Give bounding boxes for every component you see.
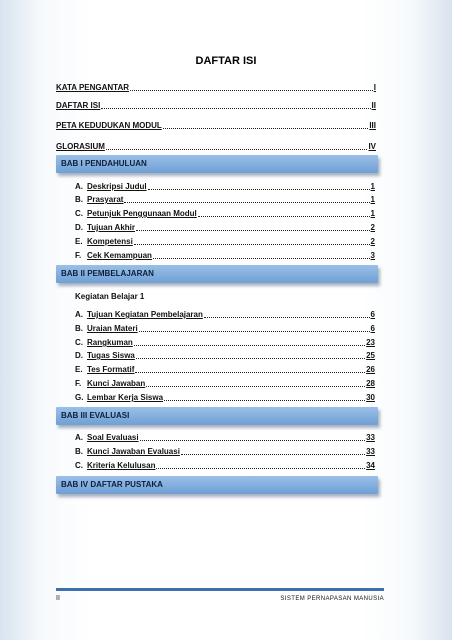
toc-row-prasyarat[interactable] <box>75 195 375 205</box>
toc-page: 2 <box>370 223 375 232</box>
toc-letter: C. <box>75 209 83 218</box>
toc-letter: F. <box>75 251 82 260</box>
toc-row-petunjuk-penggunaan[interactable] <box>75 209 375 219</box>
dot-leader <box>134 345 365 346</box>
toc-row-tes-formatif[interactable] <box>75 365 375 375</box>
toc-letter: C. <box>75 338 83 347</box>
toc-label: DAFTAR ISI <box>56 101 101 110</box>
toc-page: 1 <box>370 195 375 204</box>
toc-letter: E. <box>75 237 83 246</box>
toc-page: 2 <box>370 237 375 246</box>
toc-row-tugas-siswa[interactable] <box>75 351 375 361</box>
dot-leader <box>153 258 370 259</box>
toc-page: I <box>373 83 376 92</box>
toc-label: Tujuan Kegiatan Pembelajaran <box>87 310 203 319</box>
dot-leader <box>156 468 365 469</box>
toc-letter: B. <box>75 324 83 333</box>
dot-leader <box>135 372 365 373</box>
footer-rule <box>56 588 384 591</box>
toc-row-rangkuman[interactable] <box>75 338 375 348</box>
dot-leader <box>198 216 370 217</box>
toc-label: Soal Evaluasi <box>87 433 139 442</box>
toc-page: III <box>369 121 376 130</box>
dot-leader <box>146 386 365 387</box>
toc-row-kata-pengantar[interactable] <box>56 83 376 93</box>
section-header-bab-4[interactable] <box>56 476 378 494</box>
toc-page: 6 <box>370 324 375 333</box>
toc-letter: A. <box>75 182 83 191</box>
toc-row-soal-evaluasi[interactable] <box>75 433 375 443</box>
toc-page: IV <box>368 142 376 151</box>
dot-leader <box>148 189 370 190</box>
toc-label: Tugas Siswa <box>87 351 135 360</box>
dot-leader <box>106 149 368 150</box>
toc-label: GLORASIUM <box>56 142 105 151</box>
toc-page: 26 <box>366 365 375 374</box>
toc-label: Kunci Jawaban <box>87 379 146 388</box>
toc-page: 33 <box>366 433 375 442</box>
toc-label: Lembar Kerja Siswa <box>87 393 164 402</box>
toc-row-tujuan-kegiatan[interactable] <box>75 310 375 320</box>
toc-label: Cek Kemampuan <box>87 251 152 260</box>
dot-leader <box>136 230 370 231</box>
toc-label: Uraian Materi <box>87 324 138 333</box>
toc-page: II <box>371 101 376 110</box>
toc-label: Kompetensi <box>87 237 133 246</box>
subheading-kegiatan-belajar: Kegiatan Belajar 1 <box>75 292 145 301</box>
dot-leader <box>124 202 369 203</box>
section-title: BAB I PENDAHULUAN <box>61 159 147 168</box>
page-title: DAFTAR ISI <box>195 55 257 67</box>
section-header-bab-2[interactable] <box>56 265 378 283</box>
toc-page: 3 <box>370 251 375 260</box>
dot-leader <box>139 331 370 332</box>
toc-letter: B. <box>75 447 83 456</box>
toc-row-kompetensi[interactable] <box>75 237 375 247</box>
toc-row-deskripsi-judul[interactable] <box>75 182 375 192</box>
toc-page: 34 <box>366 461 375 470</box>
toc-letter: A. <box>75 310 83 319</box>
dot-leader <box>136 358 365 359</box>
toc-label: PETA KEDUDUKAN MODUL <box>56 121 162 130</box>
dot-leader <box>134 244 370 245</box>
toc-row-peta-kedudukan-modul[interactable] <box>56 121 376 131</box>
toc-letter: A. <box>75 433 83 442</box>
toc-label: Kunci Jawaban Evaluasi <box>87 447 180 456</box>
section-title: BAB IV DAFTAR PUSTAKA <box>61 480 163 489</box>
toc-row-daftar-isi[interactable] <box>56 101 376 111</box>
toc-letter: D. <box>75 351 83 360</box>
toc-row-kunci-jawaban[interactable] <box>75 379 375 389</box>
toc-label: Tujuan Akhir <box>87 223 135 232</box>
dot-leader <box>101 108 370 109</box>
toc-row-lembar-kerja[interactable] <box>75 393 375 403</box>
toc-label: Tes Formatif <box>87 365 135 374</box>
toc-letter: E. <box>75 365 83 374</box>
dot-leader <box>130 90 373 91</box>
section-title: BAB II PEMBELAJARAN <box>61 269 154 278</box>
toc-page: 6 <box>370 310 375 319</box>
toc-row-cek-kemampuan[interactable] <box>75 251 375 261</box>
toc-label: Prasyarat <box>87 195 124 204</box>
section-header-bab-3[interactable] <box>56 407 378 425</box>
toc-row-kriteria-kelulusan[interactable] <box>75 461 375 471</box>
toc-row-glorasium[interactable] <box>56 142 376 152</box>
toc-label: Rangkuman <box>87 338 133 347</box>
toc-row-uraian-materi[interactable] <box>75 324 375 334</box>
dot-leader <box>181 454 365 455</box>
toc-row-kunci-jawaban-evaluasi[interactable] <box>75 447 375 457</box>
dot-leader <box>140 440 366 441</box>
dot-leader <box>163 128 369 129</box>
toc-page: 33 <box>366 447 375 456</box>
toc-label: Kriteria Kelulusan <box>87 461 156 470</box>
toc-page: 1 <box>370 182 375 191</box>
toc-letter: F. <box>75 379 82 388</box>
toc-page: 30 <box>366 393 375 402</box>
toc-page: 1 <box>370 209 375 218</box>
toc-page: 25 <box>366 351 375 360</box>
toc-page: 23 <box>366 338 375 347</box>
footer-page-number: II <box>56 595 60 602</box>
footer-running-title: SISTEM PERNAPASAN MANUSIA <box>280 596 384 602</box>
dot-leader <box>204 317 370 318</box>
toc-letter: B. <box>75 195 83 204</box>
toc-label: KATA PENGANTAR <box>56 83 130 92</box>
dot-leader <box>164 400 365 401</box>
toc-page: 28 <box>366 379 375 388</box>
toc-letter: G. <box>75 393 84 402</box>
toc-label: Petunjuk Penggunaan Modul <box>87 209 197 218</box>
section-header-bab-1[interactable] <box>56 155 378 173</box>
toc-letter: C. <box>75 461 83 470</box>
section-title: BAB III EVALUASI <box>61 411 130 420</box>
toc-row-tujuan-akhir[interactable] <box>75 223 375 233</box>
toc-letter: D. <box>75 223 83 232</box>
toc-label: Deskripsi Judul <box>87 182 147 191</box>
